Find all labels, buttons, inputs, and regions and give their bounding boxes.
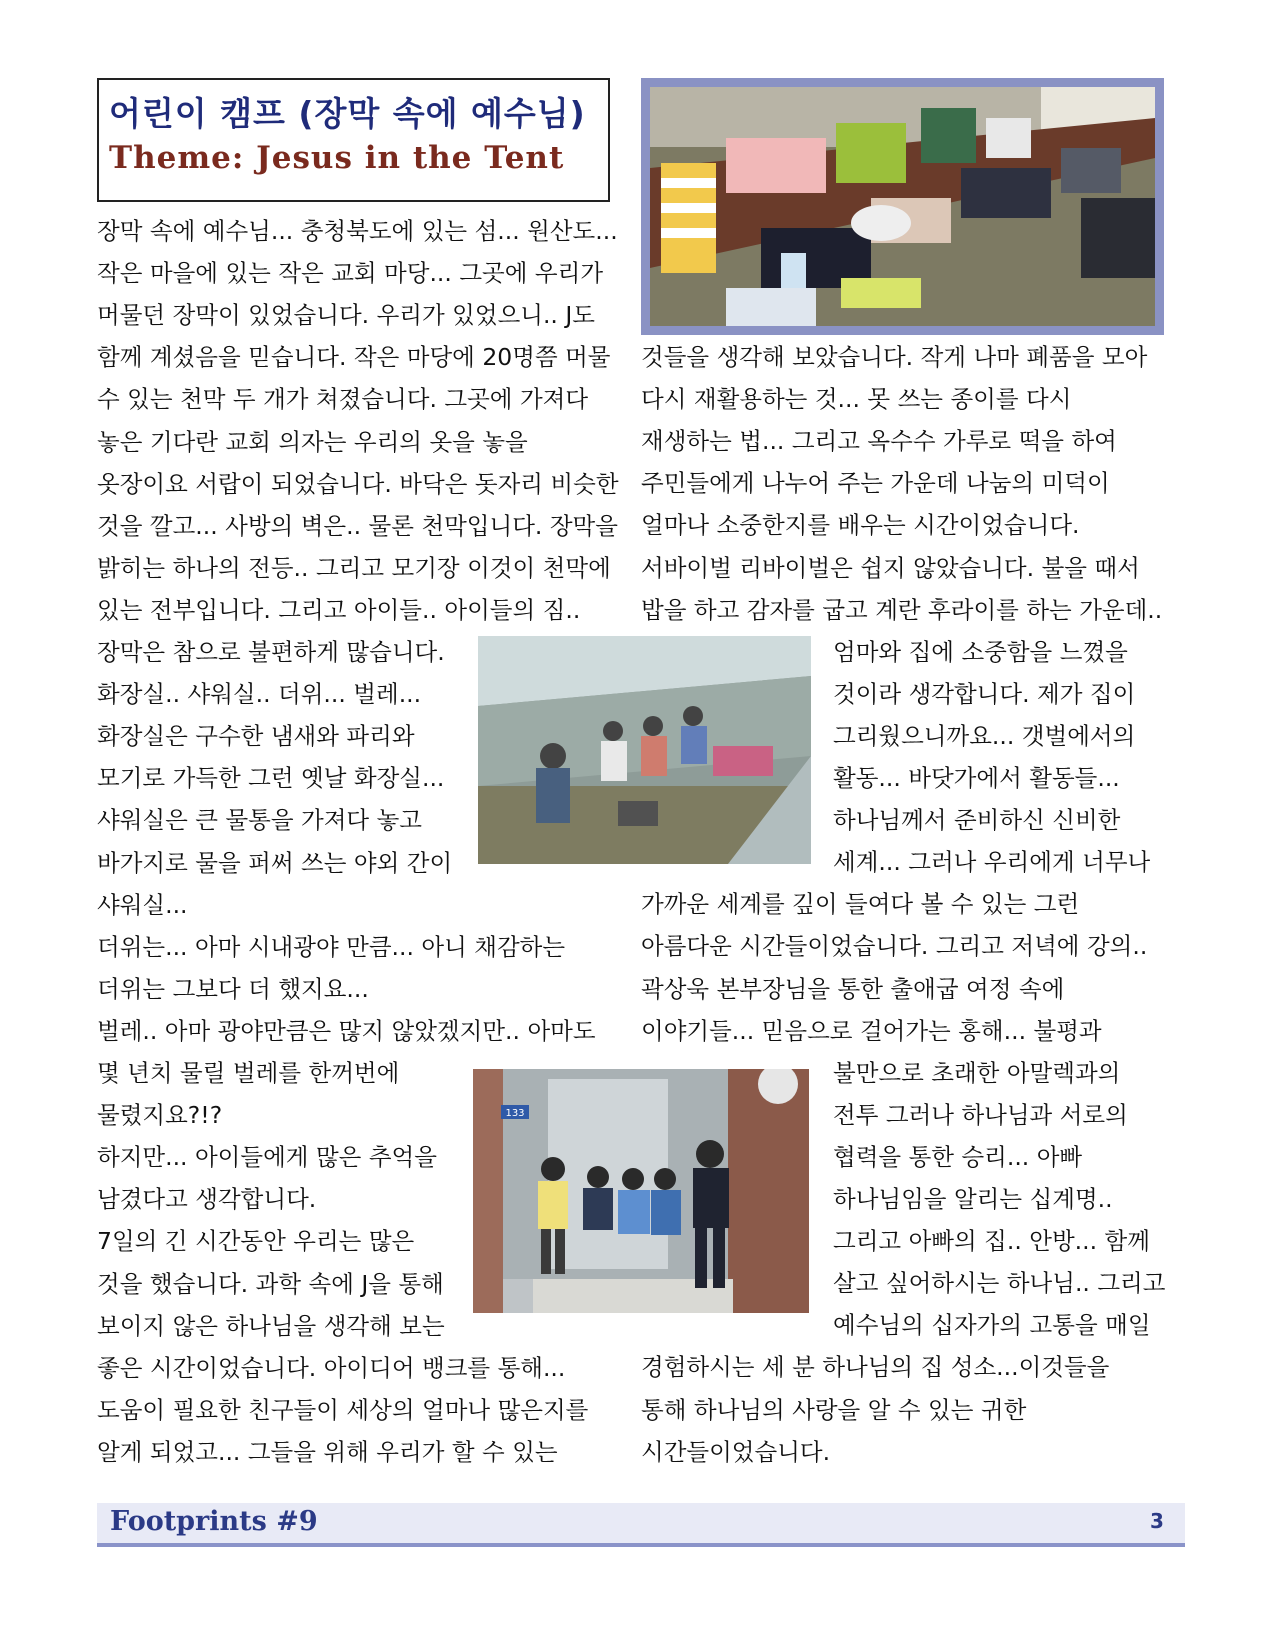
body-text-line: 이야기들... 믿음으로 걸어가는 홍해... 불평과 xyxy=(641,1016,1102,1045)
body-text-line: 장막 속에 예수님... 충청북도에 있는 섬... 원산도... xyxy=(97,217,618,245)
body-text-line: 도움이 필요한 친구들이 세상의 얼마나 많은지를 xyxy=(97,1395,589,1424)
body-text-line: 경험하시는 세 분 하나님의 집 성소...이것들을 xyxy=(641,1353,1110,1382)
body-text-line: 것을 했습니다. 과학 속에 J을 통해 xyxy=(97,1269,444,1298)
photo-tent-interior-image xyxy=(478,636,811,864)
photo-tent-interior xyxy=(478,636,811,864)
body-text-line: 몇 년치 물릴 벌레를 한꺼번에 xyxy=(97,1059,400,1087)
body-text-line: 하지만... 아이들에게 많은 추억을 xyxy=(97,1143,437,1172)
body-text-line: 재생하는 법... 그리고 옥수수 가루로 떡을 하여 xyxy=(641,427,1117,456)
body-text-line: 것들을 생각해 보았습니다. 작게 나마 폐품을 모아 xyxy=(641,343,1148,371)
body-text-line: 밝히는 하나의 전등.. 그리고 모기장 이것이 천막에 xyxy=(97,553,611,582)
footer-rule xyxy=(97,1543,1185,1547)
title-box xyxy=(97,78,610,202)
body-text-line: 예수님의 십자가의 고통을 매일 xyxy=(833,1311,1151,1340)
body-text-line: 좋은 시간이었습니다. 아이디어 뱅크를 통해... xyxy=(97,1353,566,1382)
body-text-line: 그리고 아빠의 집.. 안방... 함께 xyxy=(833,1227,1150,1256)
body-text-line: 모기로 가득한 그런 옛날 화장실... xyxy=(97,764,445,793)
body-text-line: 있는 전부입니다. 그리고 아이들.. 아이들의 짐.. xyxy=(97,595,581,624)
body-text-line: 하나님임을 알리는 십계명.. xyxy=(833,1185,1113,1213)
photo-bench-clothes-image xyxy=(641,78,1164,335)
body-text-line: 벌레.. 아마 광야만큼은 많지 않았겠지만.. 아마도 xyxy=(97,1016,596,1045)
body-text-line: 시간들이었습니다. xyxy=(641,1437,831,1466)
body-text-line: 곽상욱 본부장님을 통한 출애굽 여정 속에 xyxy=(641,974,1065,1003)
body-text-line: 서바이벌 리바이벌은 쉽지 않았습니다. 불을 때서 xyxy=(641,553,1140,582)
door-number-sign: 133 xyxy=(505,1108,525,1119)
body-text-line: 것을 깔고... 사방의 벽은.. 물론 천막입니다. 장막을 xyxy=(97,511,618,540)
body-text-line: 통해 하나님의 사랑을 알 수 있는 귀한 xyxy=(641,1395,1027,1424)
body-text-line: 세계... 그러나 우리에게 너무나 xyxy=(833,848,1151,877)
body-text-line: 그리웠으니까요... 갯벌에서의 xyxy=(833,721,1136,750)
body-text-line: 샤워실은 큰 물통을 가져다 놓고 xyxy=(97,806,422,835)
title-english: Theme: Jesus in the Tent xyxy=(109,140,565,176)
title-korean: 어린이 캠프 (장막 속에 예수님) xyxy=(109,94,586,133)
body-text-line: 함께 계셨음을 믿습니다. 작은 마당에 20명쯤 머물 xyxy=(97,343,611,372)
body-text-line: 얼마나 소중한지를 배우는 시간이었습니다. xyxy=(641,511,1080,540)
body-text-line: 물렸지요?!? xyxy=(97,1101,223,1130)
body-text-line: 바가지로 물을 퍼써 쓰는 야외 간이 xyxy=(97,848,453,877)
body-text-line: 화장실.. 샤워실.. 더위... 벌레... xyxy=(97,680,422,709)
body-text-line: 불만으로 초래한 아말렉과의 xyxy=(833,1058,1121,1087)
photo-kids-door-image xyxy=(473,1069,809,1313)
body-text-line: 머물던 장막이 있었습니다. 우리가 있었으니.. J도 xyxy=(97,301,596,330)
body-text-line: 밥을 하고 감자를 굽고 계란 후라이를 하는 가운데.. xyxy=(641,595,1163,624)
body-text-line: 활동... 바닷가에서 활동들... xyxy=(833,764,1120,792)
photo-kids-door xyxy=(473,1069,809,1313)
body-text-line: 아름다운 시간들이었습니다. 그리고 저녁에 강의.. xyxy=(641,932,1148,961)
body-text-line: 더위는 그보다 더 했지요... xyxy=(97,974,369,1003)
body-text-line: 엄마와 집에 소중함을 느꼈을 xyxy=(833,637,1128,666)
body-text-line: 보이지 않은 하나님을 생각해 보는 xyxy=(97,1311,445,1340)
body-text-line: 더위는... 아마 시내광야 만큼... 아니 채감하는 xyxy=(97,932,566,961)
body-text-line: 수 있는 천막 두 개가 쳐졌습니다. 그곳에 가져다 xyxy=(97,385,589,414)
body-text-line: 알게 되었고... 그들을 위해 우리가 할 수 있는 xyxy=(97,1437,558,1466)
footer-title: Footprints #9 xyxy=(110,1506,318,1537)
body-text-line: 다시 재활용하는 것... 못 쓰는 종이를 다시 xyxy=(641,385,1072,414)
body-text-line: 놓은 기다란 교회 의자는 우리의 옷을 놓을 xyxy=(97,427,528,456)
body-text-line: 하나님께서 준비하신 신비한 xyxy=(833,806,1121,835)
body-text-line: 가까운 세계를 깊이 들여다 볼 수 있는 그런 xyxy=(641,890,1080,919)
body-text-line: 장막은 참으로 불편하게 많습니다. xyxy=(97,638,445,666)
photo-bench-clothes xyxy=(641,78,1164,335)
body-text-line: 화장실은 구수한 냄새와 파리와 xyxy=(97,722,415,751)
body-text-line: 살고 싶어하시는 하나님.. 그리고 xyxy=(833,1269,1166,1298)
page-number: 3 xyxy=(1150,1509,1164,1533)
body-text-line: 것이라 생각합니다. 제가 집이 xyxy=(833,679,1136,708)
body-text-line: 전투 그러나 하나님과 서로의 xyxy=(833,1100,1128,1129)
body-text-line: 7일의 긴 시간동안 우리는 많은 xyxy=(97,1227,415,1256)
body-text-line: 남겼다고 생각합니다. xyxy=(97,1185,317,1214)
body-text-line: 작은 마을에 있는 작은 교회 마당... 그곳에 우리가 xyxy=(97,259,604,288)
body-text-line: 옷장이요 서랍이 되었습니다. 바닥은 돗자리 비슷한 xyxy=(97,469,619,498)
body-text-line: 샤워실... xyxy=(97,890,188,919)
body-text-line: 협력을 통한 승리... 아빠 xyxy=(833,1142,1083,1171)
body-text-line: 주민들에게 나누어 주는 가운데 나눔의 미덕이 xyxy=(641,469,1110,498)
